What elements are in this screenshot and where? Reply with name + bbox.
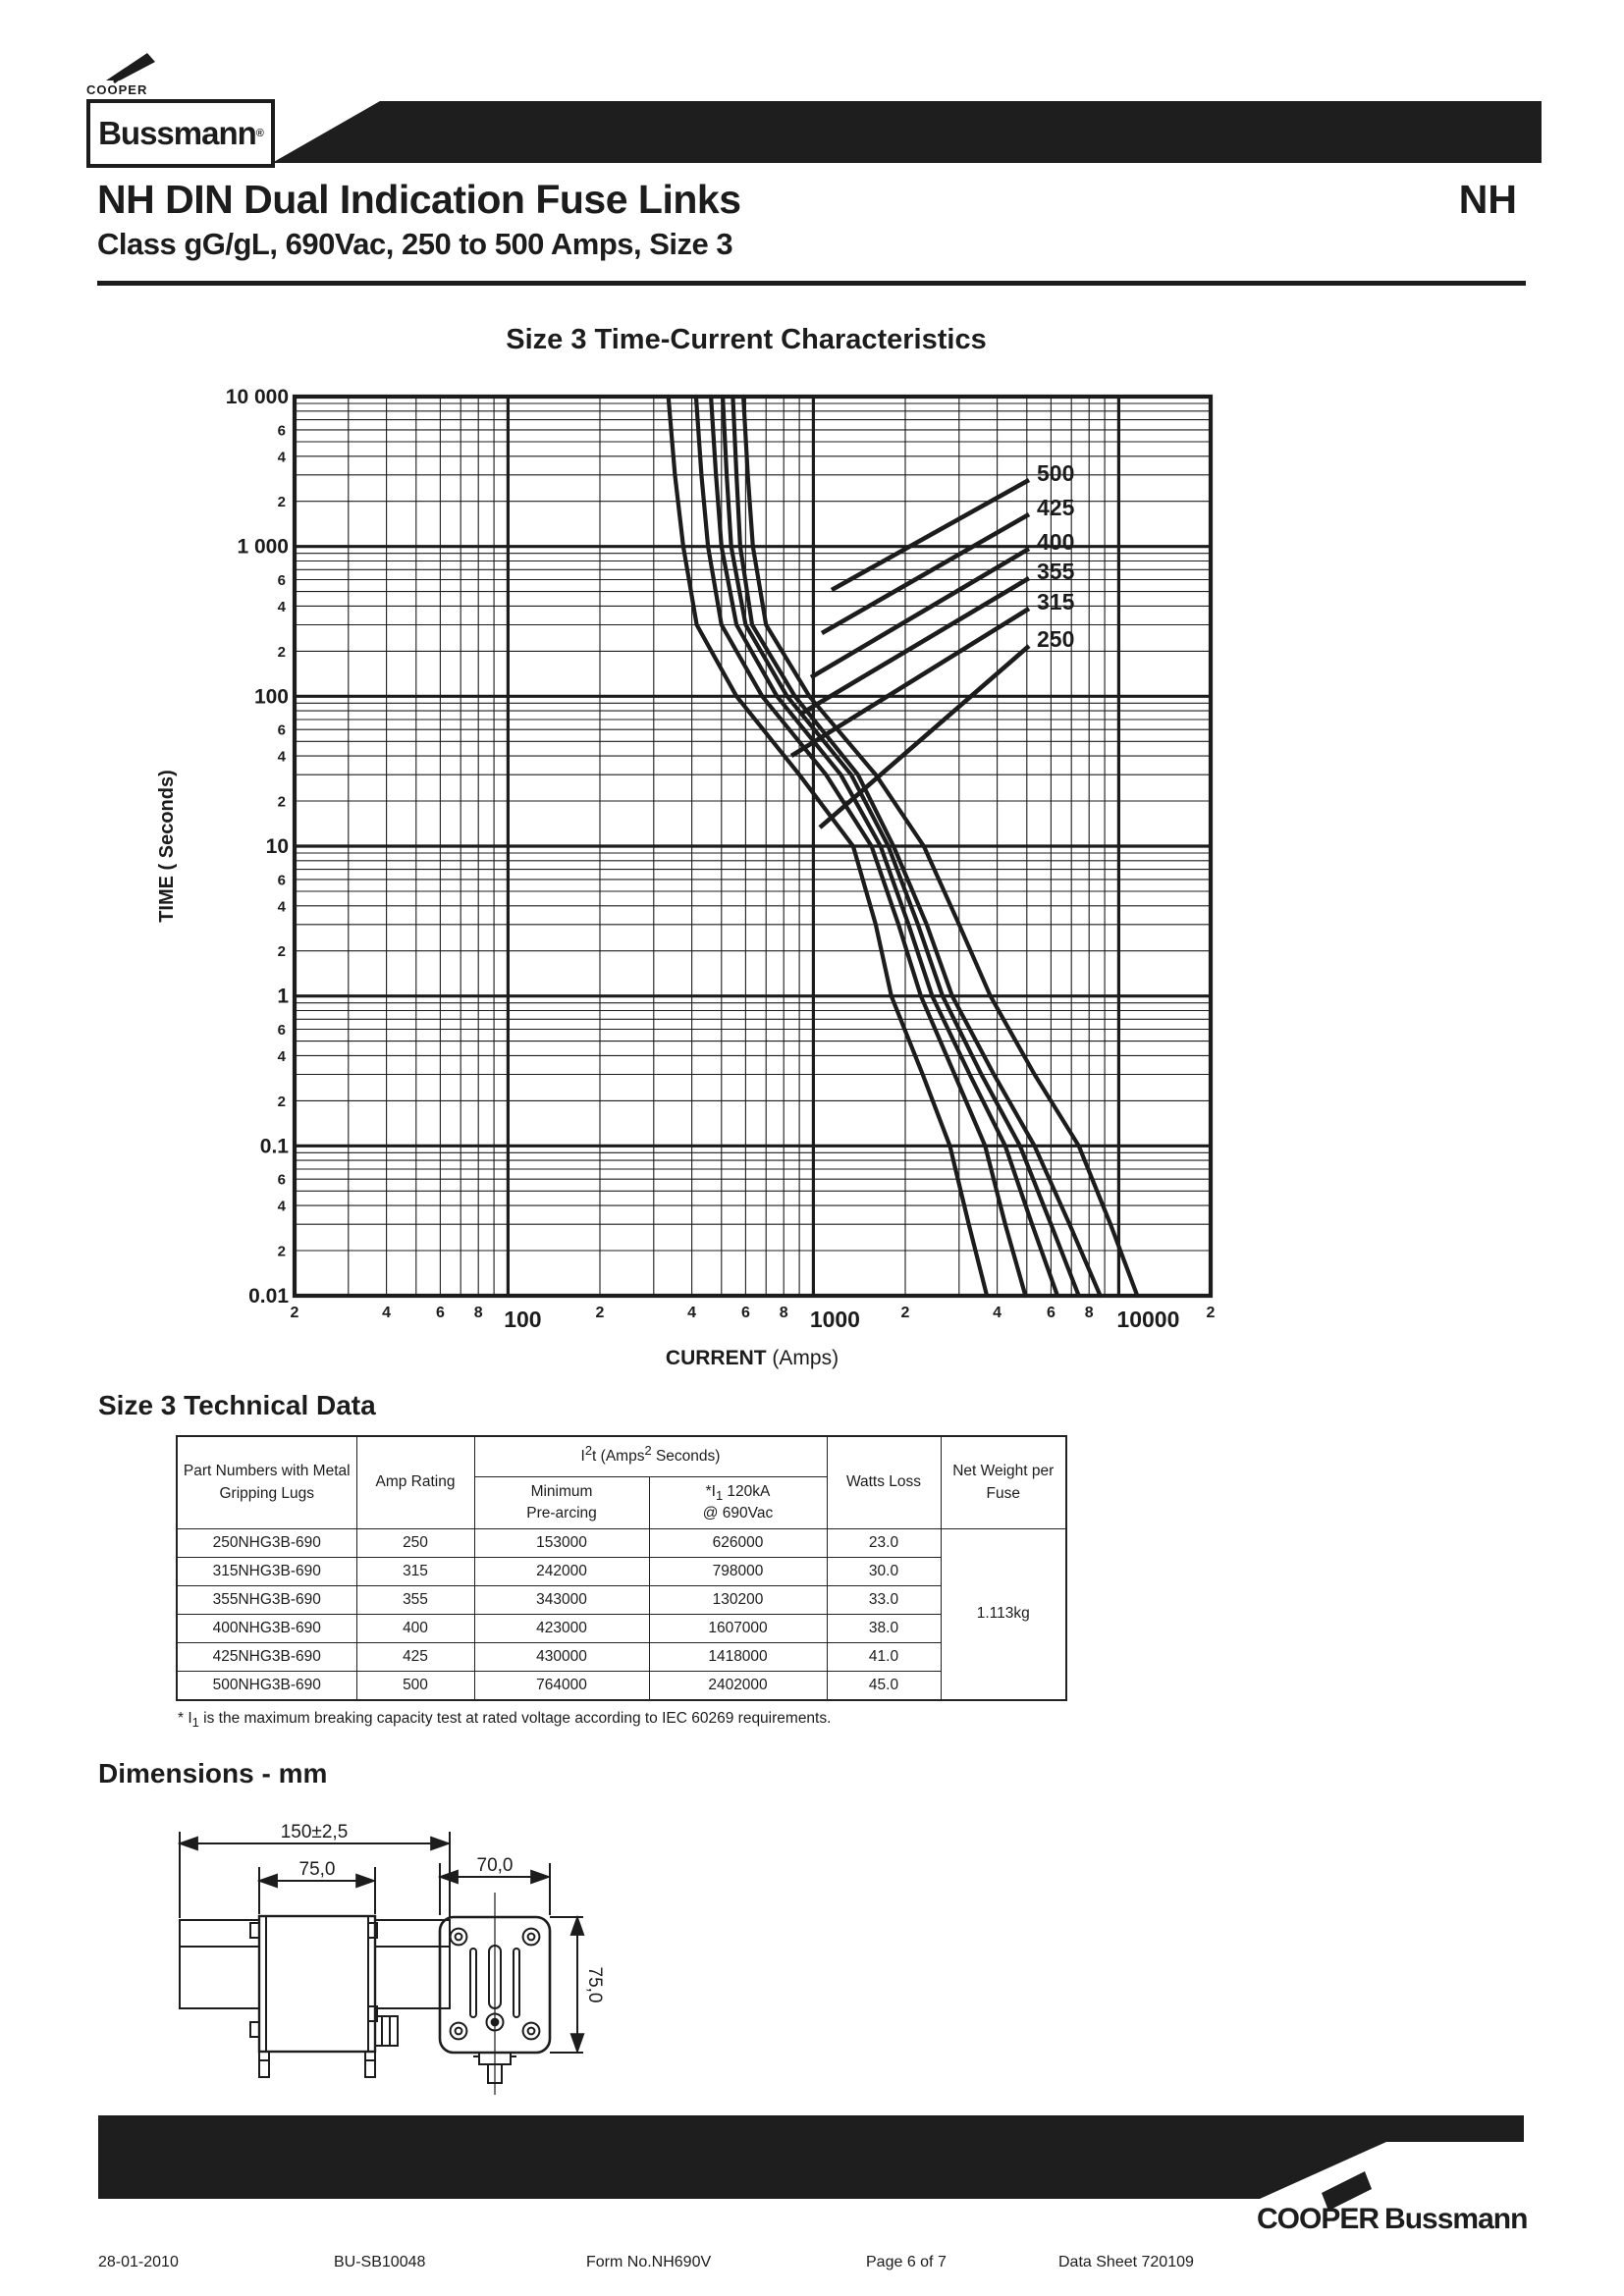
min-prearcing-i2t: 423000 (474, 1615, 649, 1643)
svg-text:4: 4 (687, 1305, 697, 1321)
technical-data-heading: Size 3 Technical Data (98, 1390, 376, 1420)
page-title-series: NH (1458, 177, 1517, 222)
svg-text:6: 6 (277, 1171, 286, 1189)
min-prearcing-i2t: 153000 (474, 1529, 649, 1558)
svg-text:2: 2 (277, 494, 286, 511)
technical-data-table (176, 1435, 1067, 1701)
dim-end-width-label: 70,0 (476, 1855, 514, 1876)
x-axis-tick-labels (291, 1305, 1216, 1332)
watts-loss: 30.0 (827, 1558, 941, 1586)
i1-120ka-i2t: 626000 (649, 1529, 827, 1558)
table-footnote: * $I_1$ is the maximum breaking capacity test at rated voltage according to IEC 60269 requirements. (178, 1710, 832, 1731)
svg-text:2: 2 (900, 1305, 910, 1321)
svg-text:0.1: 0.1 (259, 1135, 289, 1158)
table-row (177, 1672, 1066, 1701)
svg-text:6: 6 (277, 572, 286, 589)
watts-loss: 45.0 (827, 1672, 941, 1701)
x-axis-title: CURRENT (Amps) (665, 1347, 839, 1369)
svg-text:2: 2 (277, 793, 286, 811)
amp-rating: 500 (356, 1672, 474, 1701)
watts-loss: 38.0 (827, 1615, 941, 1643)
curve-label-250: 250 (1037, 626, 1075, 652)
table-row (177, 1586, 1066, 1615)
bussmann-logo-text: Bussmann (98, 115, 256, 151)
curve-callouts (791, 460, 1075, 828)
col-header-part-numbers: Part Numbers with Metal Gripping Lugs (177, 1436, 356, 1529)
svg-text:100: 100 (253, 685, 289, 709)
svg-text:2: 2 (277, 1243, 286, 1260)
col-header-net-weight: Net Weight per Fuse (941, 1436, 1066, 1529)
y-axis-title: TIME ( Seconds) (156, 770, 178, 923)
col-header-i2t: $I^2t$ (Amps$^2$ Seconds) (474, 1436, 827, 1477)
watts-loss: 33.0 (827, 1586, 941, 1615)
svg-text:10: 10 (265, 835, 289, 858)
svg-text:6: 6 (277, 872, 286, 889)
part-number: 250NHG3B-690 (177, 1529, 356, 1558)
footer-graphics (0, 2101, 1624, 2296)
y-axis-tick-labels (226, 386, 290, 1308)
svg-text:4: 4 (993, 1305, 1002, 1321)
end-view (440, 1863, 583, 2095)
cooper-logo-text: COOPER (86, 82, 148, 97)
min-prearcing-i2t: 764000 (474, 1672, 649, 1701)
dim-overall-label: 150±2,5 (280, 1822, 349, 1842)
part-number: 355NHG3B-690 (177, 1586, 356, 1615)
min-prearcing-i2t: 242000 (474, 1558, 649, 1586)
footer-form-number: Form No.NH690V (586, 2254, 712, 2270)
curve-label-400: 400 (1037, 529, 1075, 555)
watts-loss: 41.0 (827, 1643, 941, 1672)
footer-date: 28-01-2010 (98, 2254, 179, 2270)
page-subtitle: Class gG/gL, 690Vac, 250 to 500 Amps, Size 3 (97, 227, 733, 261)
amp-rating: 400 (356, 1615, 474, 1643)
amp-rating: 355 (356, 1586, 474, 1615)
page-title: NH DIN Dual Indication Fuse Links (97, 177, 741, 222)
svg-text:2: 2 (277, 1093, 286, 1110)
svg-text:8: 8 (779, 1305, 788, 1321)
net-weight-value: 1.113kg (941, 1529, 1066, 1701)
svg-text:8: 8 (473, 1305, 483, 1321)
chart-title: Size 3 Time-Current Characteristics (506, 324, 987, 355)
amp-rating: 425 (356, 1643, 474, 1672)
svg-text:8: 8 (1084, 1305, 1094, 1321)
svg-text:10000: 10000 (1116, 1307, 1180, 1332)
curve-label-425: 425 (1037, 495, 1075, 520)
dimensions-heading: Dimensions - mm (98, 1758, 328, 1789)
svg-text:0.01: 0.01 (248, 1285, 289, 1308)
min-prearcing-i2t: 430000 (474, 1643, 649, 1672)
svg-text:4: 4 (277, 1198, 286, 1215)
svg-text:10 000: 10 000 (225, 386, 289, 408)
footer-doc-number: BU-SB10048 (334, 2254, 426, 2270)
col-header-i1-120ka: $*I_1$ 120kA @ 690Vac (649, 1477, 827, 1529)
svg-text:6: 6 (277, 721, 286, 739)
cooper-bussmann-wordmark: COOPER Bussmann (1257, 2203, 1528, 2235)
bussmann-logo: Bussmann ® (86, 99, 275, 168)
table-row (177, 1558, 1066, 1586)
svg-text:1 000: 1 000 (237, 535, 289, 559)
i1-120ka-i2t: 2402000 (649, 1672, 827, 1701)
dim-body-label: 75,0 (298, 1859, 336, 1880)
svg-text:4: 4 (277, 598, 286, 615)
part-number: 315NHG3B-690 (177, 1558, 356, 1586)
dim-end-height-label: 75,0 (584, 1966, 605, 2003)
i1-120ka-i2t: 798000 (649, 1558, 827, 1586)
curve-label-355: 355 (1037, 559, 1075, 584)
svg-text:6: 6 (277, 422, 286, 440)
part-number: 400NHG3B-690 (177, 1615, 356, 1643)
svg-text:6: 6 (1046, 1305, 1056, 1321)
watts-loss: 23.0 (827, 1529, 941, 1558)
svg-text:6: 6 (740, 1305, 750, 1321)
curve-label-500: 500 (1037, 460, 1075, 486)
amp-rating: 315 (356, 1558, 474, 1586)
svg-text:4: 4 (277, 1047, 286, 1065)
i1-120ka-i2t: 1607000 (649, 1615, 827, 1643)
svg-text:4: 4 (277, 898, 286, 916)
svg-text:2: 2 (277, 643, 286, 661)
svg-text:6: 6 (277, 1022, 286, 1039)
svg-text:4: 4 (277, 748, 286, 766)
svg-text:6: 6 (435, 1305, 445, 1321)
table-row (177, 1529, 1066, 1558)
svg-text:100: 100 (504, 1307, 542, 1332)
footer-black-bar (98, 2115, 1524, 2199)
svg-text:1000: 1000 (809, 1307, 860, 1332)
svg-text:2: 2 (277, 943, 286, 961)
i1-120ka-i2t: 1418000 (649, 1643, 827, 1672)
col-header-watts-loss: Watts Loss (827, 1436, 941, 1529)
curve-label-315: 315 (1037, 589, 1075, 614)
table-row (177, 1643, 1066, 1672)
part-number: 500NHG3B-690 (177, 1672, 356, 1701)
col-header-min-prearcing: Minimum Pre-arcing (474, 1477, 649, 1529)
min-prearcing-i2t: 343000 (474, 1586, 649, 1615)
svg-text:1: 1 (277, 985, 289, 1008)
amp-rating: 250 (356, 1529, 474, 1558)
table-row (177, 1615, 1066, 1643)
part-number: 425NHG3B-690 (177, 1643, 356, 1672)
footer-page-number: Page 6 of 7 (866, 2254, 947, 2270)
i1-120ka-i2t: 130200 (649, 1586, 827, 1615)
svg-text:2: 2 (595, 1305, 605, 1321)
footer-data-sheet: Data Sheet 720109 (1058, 2254, 1194, 2270)
svg-text:4: 4 (382, 1305, 392, 1321)
dimension-labels (281, 1822, 605, 2002)
col-header-amp-rating: Amp Rating (356, 1436, 474, 1529)
svg-text:4: 4 (277, 449, 286, 466)
svg-text:2: 2 (1206, 1305, 1216, 1321)
svg-text:2: 2 (290, 1305, 299, 1321)
